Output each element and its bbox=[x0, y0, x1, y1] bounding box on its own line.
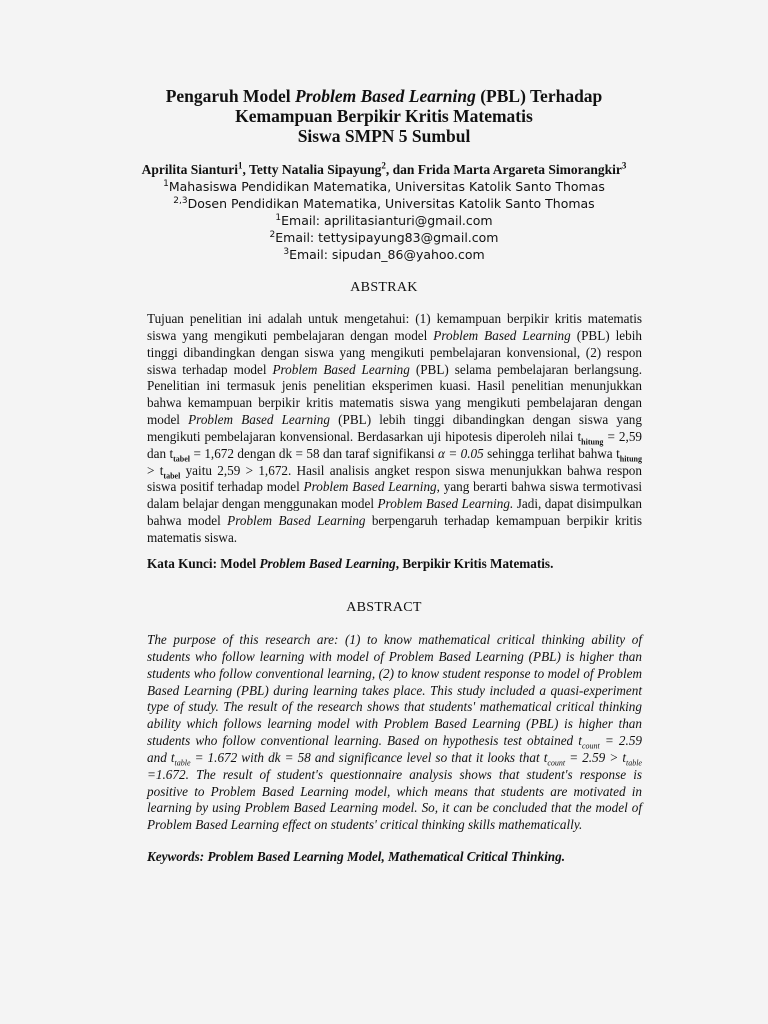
kata-kunci: Kata Kunci: Model Problem Based Learning, Berpikir Kritis Matematis. bbox=[147, 556, 554, 571]
title-line-1: Pengaruh Model Problem Based Learning (PBL) Terhadap bbox=[165, 86, 603, 106]
abstrak-body: Tujuan penelitian ini adalah untuk mengetahui: (1) kemampuan berpikir kritis matematis siswa yang mengikuti pembelajaran dengan model Problem Based Learning (PBL) lebih tinggi dibandingkan dengan siswa yang mengikuti pembelajaran konvensional, (2) respon siswa terhadap model Problem Based Learning (PBL) selama pembelajaran berlangsung. Penelitian ini termasuk jenis penelitian eksperimen kuasi. Hasil penelitian menunjukkan bahwa kemampuan berpikir kritis matematis siswa yang mengikuti pembelajaran dengan model Problem Based Learning (PBL) lebih tinggi dibandingkan dengan siswa yang mengikuti pembelajaran konvensional. Berdasarkan uji hipotesis diperoleh nilai $t_{hitung} = 2,59$ dan $t_{tabel} = 1,672$ dengan dk = 58 dan taraf signifikansi α = 0.05 sehingga terlihat bahwa $t_{hitung} > t_{tabel}$ yaitu 2,59 > 1,672. Hasil analisis angket respon siswa menunjukkan bahwa respon siswa positif terhadap model Problem Based Learning, yang berarti bahwa siswa termotivasi dalam belajar dengan menggunakan model Problem Based Learning. Jadi, dapat disimpulkan bahwa model Problem Based Learning berpengaruh terhadap kemampuan berpikir kritis matematis siswa. bbox=[147, 311, 643, 545]
abstrak-heading: ABSTRAK bbox=[350, 280, 418, 295]
alpha-formula: α = 0.05 bbox=[438, 445, 484, 461]
keywords: Keywords: Problem Based Learning Model, Mathematical Critical Thinking. bbox=[147, 849, 565, 864]
title-line-2: Kemampuan Berpikir Kritis Matematis bbox=[235, 106, 533, 126]
affiliation-2-3: $^{2,3}$Dosen Pendidikan Matematika, Universitas Katolik Santo Thomas bbox=[173, 195, 595, 211]
abstract-body: The purpose of this research are: (1) to know mathematical critical thinking ability of students who follow learning with model of Problem Based Learning (PBL) is higher than students who follow conventional learning, (2) to know student response to model of Problem Based Learning (PBL) during learning takes place. This study included a quasi-experiment type of study. The result of the research shows that students' mathematical critical thinking ability which follows learning model with Problem Based Learning (PBL) is higher than students who follow conventional learning. Based on hypothesis test obtained $t_{count} = 2.59$ and $t_{table} = 1.672$ with dk = 58 and significance level so that it looks that $t_{count} = 2.59 > t_{table} =1.672$. The result of student's questionnaire analysis shows that student's response is positive to Problem Based Learning model, which means that students are motivated in learning by using Problem Based Learning model. So, it can be concluded that the model of Problem Based Learning effect on students' critical thinking skills mathematically. bbox=[147, 632, 643, 833]
abstract-heading: ABSTRACT bbox=[346, 600, 422, 615]
paper-title bbox=[0, 86, 768, 146]
email-1: $^1$Email: aprilitasianturi@gmail.com bbox=[275, 212, 493, 228]
title-line-3: Siswa SMPN 5 Sumbul bbox=[297, 126, 471, 146]
email-2: $^2$Email: tettysipayung83@gmail.com bbox=[269, 229, 499, 245]
email-3: $^3$Email: sipudan_86@yahoo.com bbox=[283, 246, 485, 262]
affiliation-1: $^1$Mahasiswa Pendidikan Matematika, Universitas Katolik Santo Thomas bbox=[163, 178, 605, 194]
author-list: Aprilita Sianturi$^1$, Tetty Natalia Sipayung$^2$, dan Frida Marta Argareta Simorangkir$^3$ bbox=[141, 160, 627, 177]
